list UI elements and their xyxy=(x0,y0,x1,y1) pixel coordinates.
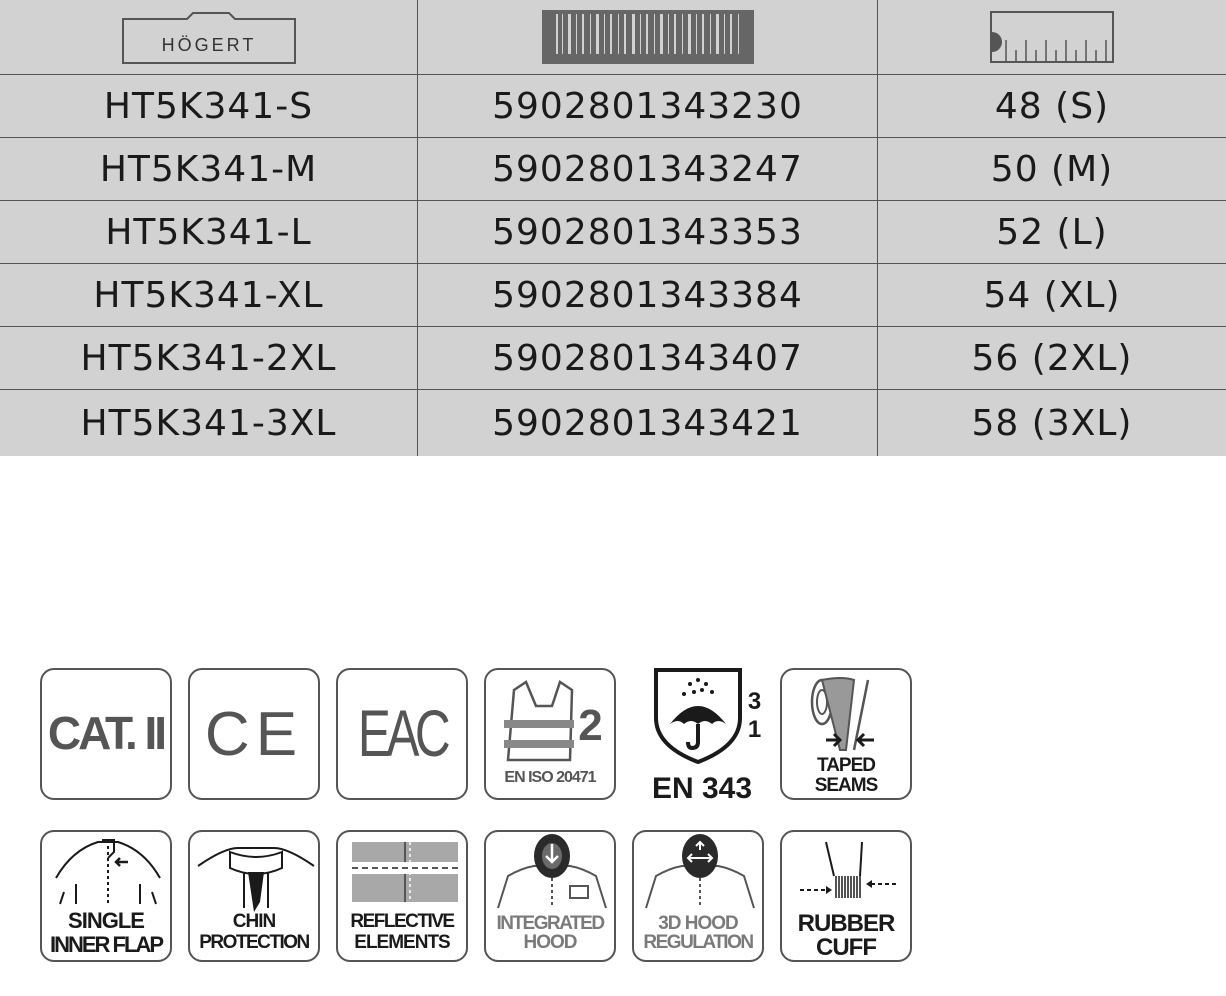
size-value: 52 (L) xyxy=(996,211,1108,253)
product-code: HT5K341-M xyxy=(0,138,418,200)
product-code: HT5K341-2XL xyxy=(0,327,418,389)
ean-code: 5902801343353 xyxy=(418,201,878,263)
hood3d-line-1: 3D HOOD xyxy=(658,913,738,934)
reflective-elements-icon xyxy=(336,830,468,962)
eac-mark-icon xyxy=(336,668,468,800)
brand-logo xyxy=(121,9,297,65)
flap-line-2: INNER FLAP xyxy=(50,932,162,957)
size-value: 48 (S) xyxy=(994,85,1110,127)
hood-line-1: INTEGRATED xyxy=(496,913,604,934)
table-row xyxy=(0,390,1226,456)
rain-class-bottom: 1 xyxy=(747,716,761,743)
cuff-line-1: RUBBER xyxy=(797,910,895,937)
table-row xyxy=(0,201,1226,264)
ean-code: 5902801343230 xyxy=(418,75,878,137)
taped-seams-icon xyxy=(780,668,912,800)
chin-line-2: PROTECTION xyxy=(199,932,309,953)
cat-ii-icon xyxy=(40,668,172,800)
cat-label: CAT. II xyxy=(47,707,165,759)
size-value: 58 (3XL) xyxy=(971,402,1133,444)
refl-line-1: REFLECTIVE xyxy=(350,911,454,932)
umbrella-shield-icon xyxy=(650,668,760,764)
header-product-code xyxy=(0,0,418,74)
hivis-vest-icon xyxy=(484,668,616,800)
flap-line-1: SINGLE xyxy=(68,908,144,933)
refl-line-2: ELEMENTS xyxy=(354,932,450,953)
barcode-icon xyxy=(542,10,754,64)
rain-class-top: 3 xyxy=(747,688,761,715)
table-row xyxy=(0,75,1226,138)
table-row xyxy=(0,264,1226,327)
rubber-cuff-icon xyxy=(780,830,912,962)
header-size xyxy=(878,0,1226,74)
integrated-hood-icon xyxy=(484,830,616,962)
en343-rain-icon xyxy=(636,668,768,808)
hood-line-2: HOOD xyxy=(523,932,577,953)
ce-label: CE xyxy=(204,700,304,769)
size-value: 54 (XL) xyxy=(983,274,1121,316)
ean-code: 5902801343421 xyxy=(418,390,878,456)
size-value: 50 (M) xyxy=(990,148,1114,190)
product-code: HT5K341-XL xyxy=(0,264,418,326)
svg-text:HÖGERT: HÖGERT xyxy=(161,35,256,55)
single-inner-flap-icon xyxy=(40,830,172,962)
rain-norm: EN 343 xyxy=(651,772,753,805)
product-code: HT5K341-S xyxy=(0,75,418,137)
table-header-row xyxy=(0,0,1226,75)
header-barcode xyxy=(418,0,878,74)
hivis-norm: EN ISO 20471 xyxy=(504,769,596,786)
chin-protection-icon xyxy=(188,830,320,962)
hivis-class: 2 xyxy=(578,701,602,750)
size-value: 56 (2XL) xyxy=(971,337,1133,379)
eac-label: EAC xyxy=(357,696,447,770)
ean-code: 5902801343247 xyxy=(418,138,878,200)
table-row xyxy=(0,327,1226,390)
hood3d-line-2: REGULATION xyxy=(643,932,753,953)
chin-line-1: CHIN xyxy=(232,911,276,932)
ean-code: 5902801343407 xyxy=(418,327,878,389)
ean-code: 5902801343384 xyxy=(418,264,878,326)
product-code: HT5K341-3XL xyxy=(0,390,418,456)
ce-mark-icon xyxy=(188,668,320,800)
taped-line-2: SEAMS xyxy=(814,775,878,796)
cuff-line-2: CUFF xyxy=(816,934,876,961)
table-row xyxy=(0,138,1226,201)
product-code: HT5K341-L xyxy=(0,201,418,263)
ruler-icon xyxy=(990,10,1114,64)
size-table xyxy=(0,0,1226,456)
taped-line-1: TAPED xyxy=(817,755,875,776)
3d-hood-regulation-icon xyxy=(632,830,764,962)
